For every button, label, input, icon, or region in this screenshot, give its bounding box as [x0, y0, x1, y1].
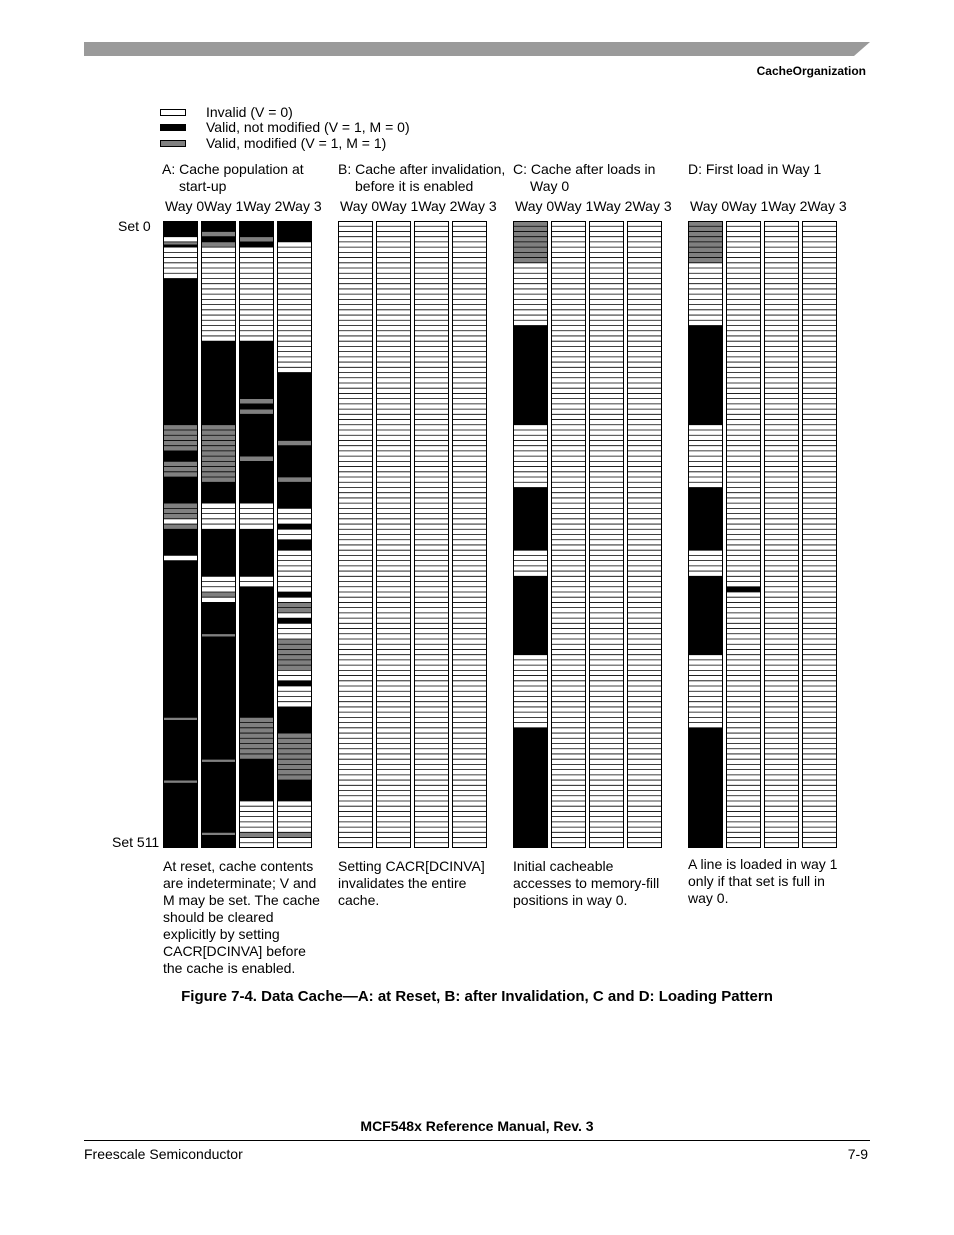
panel-b-way-labels: Way 0Way 1Way 2Way 3	[340, 198, 497, 214]
cache-block-valid	[726, 587, 761, 592]
cache-block-modified	[239, 409, 274, 414]
cache-block-invalid	[239, 503, 274, 529]
cache-block-valid	[163, 245, 198, 248]
legend-item-valid	[160, 119, 410, 135]
panel-b-way-1	[376, 221, 411, 848]
cache-block-modified	[277, 477, 312, 482]
cache-block-modified	[277, 832, 312, 837]
cache-block-modified	[201, 425, 236, 482]
legend-swatch-invalid	[160, 109, 186, 116]
cache-block-valid	[688, 728, 723, 848]
cache-block-valid	[277, 618, 312, 623]
cache-block-modified	[163, 503, 198, 519]
cache-block-invalid	[163, 237, 198, 242]
panel-d-way-2	[764, 221, 799, 848]
panel-a-way-3	[277, 221, 312, 848]
cache-block-valid	[239, 587, 274, 718]
panel-d-way-labels: Way 0Way 1Way 2Way 3	[690, 198, 847, 214]
footer-page-number: 7-9	[847, 1146, 868, 1162]
figure-caption: Figure 7-4. Data Cache—A: at Reset, B: after Invalidation, C and D: Loading Pattern	[181, 988, 773, 1005]
legend-label: Invalid (V = 0)	[206, 104, 293, 120]
cache-block-valid	[513, 728, 548, 848]
panel-c-way-labels: Way 0Way 1Way 2Way 3	[515, 198, 672, 214]
cache-block-modified	[163, 461, 198, 477]
cache-block-invalid	[513, 550, 548, 576]
cache-block-valid	[239, 404, 274, 409]
cache-block-modified	[201, 592, 236, 597]
panel-d-cache	[688, 221, 837, 848]
cache-block-valid	[277, 707, 312, 733]
panel-a-way-1	[201, 221, 236, 848]
cache-block-modified	[239, 399, 274, 404]
panel-b-way-2	[414, 221, 449, 848]
panel-a-way-labels: Way 0Way 1Way 2Way 3	[165, 198, 322, 214]
section-title: CacheOrganization	[756, 64, 866, 78]
cache-block-valid	[163, 221, 198, 237]
cache-block-invalid	[688, 550, 723, 576]
cache-block-valid	[163, 477, 198, 503]
cache-block-invalid	[277, 597, 312, 602]
panel-a-way-0	[163, 221, 198, 848]
legend-label: Valid, not modified (V = 1, M = 0)	[206, 119, 410, 135]
cache-block-valid	[163, 720, 198, 780]
legend-item-modified	[160, 135, 386, 151]
cache-block-modified	[239, 832, 274, 837]
cache-block-valid	[277, 592, 312, 597]
legend-item-invalid	[160, 104, 293, 120]
cache-block-modified	[201, 242, 236, 247]
cache-block-valid	[239, 341, 274, 398]
cache-block-modified	[277, 733, 312, 780]
cache-block-invalid	[277, 613, 312, 618]
panel-c-way-0	[513, 221, 548, 848]
cache-block-invalid	[726, 592, 761, 848]
panel-b-title: B: Cache after invalidation, before it is enabled	[338, 161, 506, 194]
cache-block-invalid	[201, 503, 236, 529]
set-0-label: Set 0	[118, 218, 151, 234]
cache-block-invalid	[201, 576, 236, 592]
panel-b-cache	[338, 221, 487, 848]
cache-block-valid	[201, 237, 236, 242]
cache-block-invalid	[277, 242, 312, 373]
panel-c-way-3	[627, 221, 662, 848]
panel-d-caption: A line is loaded in way 1 only if that set is full in way 0.	[688, 856, 838, 906]
cache-block-valid	[163, 783, 198, 848]
panel-b-caption: Setting CACR[DCINVA] invalidates the entire cache.	[338, 858, 485, 908]
cache-block-invalid	[277, 623, 312, 639]
cache-block-valid	[239, 529, 274, 576]
cache-block-valid	[277, 482, 312, 508]
panel-a-cache	[163, 221, 312, 848]
cache-block-modified	[277, 440, 312, 445]
panel-d-way-1	[726, 221, 761, 848]
panel-c-caption: Initial cacheable accesses to memory-fill positions in way 0.	[513, 858, 660, 908]
cache-block-valid	[239, 221, 274, 237]
panel-c-way-2	[589, 221, 624, 848]
panel-d-way-3	[802, 221, 837, 848]
footer-rule	[84, 1140, 870, 1141]
cache-block-valid	[688, 326, 723, 425]
cache-block-valid	[201, 529, 236, 576]
panel-c-title: C: Cache after loads in Way 0	[513, 161, 656, 194]
panel-d-title: D: First load in Way 1	[688, 161, 822, 177]
header-bar	[84, 42, 870, 56]
legend-swatch-modified	[160, 140, 186, 147]
cache-block-modified	[239, 237, 274, 242]
cache-block-invalid	[201, 597, 236, 602]
footer-company: Freescale Semiconductor	[84, 1146, 243, 1162]
panel-a-caption: At reset, cache contents are indeterminate; V and M may be set. The cache should be cleared explicitly by setting CACR[DCINVA] before the cache is enabled.	[163, 858, 320, 976]
cache-block-valid	[277, 681, 312, 686]
panel-d-way-0	[688, 221, 723, 848]
panel-c-cache	[513, 221, 662, 848]
manual-title: MCF548x Reference Manual, Rev. 3	[360, 1118, 594, 1134]
panel-c-way-1	[551, 221, 586, 848]
panel-a-way-2	[239, 221, 274, 848]
cache-block-modified	[163, 524, 198, 529]
cache-block-invalid	[277, 508, 312, 524]
cache-block-modified	[201, 231, 236, 236]
cache-block-valid	[277, 524, 312, 529]
cache-block-valid	[163, 529, 198, 555]
cache-block-modified	[163, 425, 198, 451]
set-511-label: Set 511	[112, 834, 160, 850]
panel-b-way-0	[338, 221, 373, 848]
cache-block-invalid	[163, 555, 198, 560]
panel-b-way-3	[452, 221, 487, 848]
cache-block-valid	[513, 326, 548, 425]
cache-block-modified	[239, 456, 274, 461]
panel-a-title: A: Cache population at start-up	[162, 161, 304, 194]
cache-block-valid	[239, 242, 274, 247]
cache-block-valid	[201, 835, 236, 848]
legend-label: Valid, modified (V = 1, M = 1)	[206, 135, 387, 151]
cache-block-valid	[688, 576, 723, 654]
cache-block-valid	[513, 576, 548, 654]
legend-swatch-valid	[160, 124, 186, 131]
cache-block-invalid	[163, 519, 198, 524]
